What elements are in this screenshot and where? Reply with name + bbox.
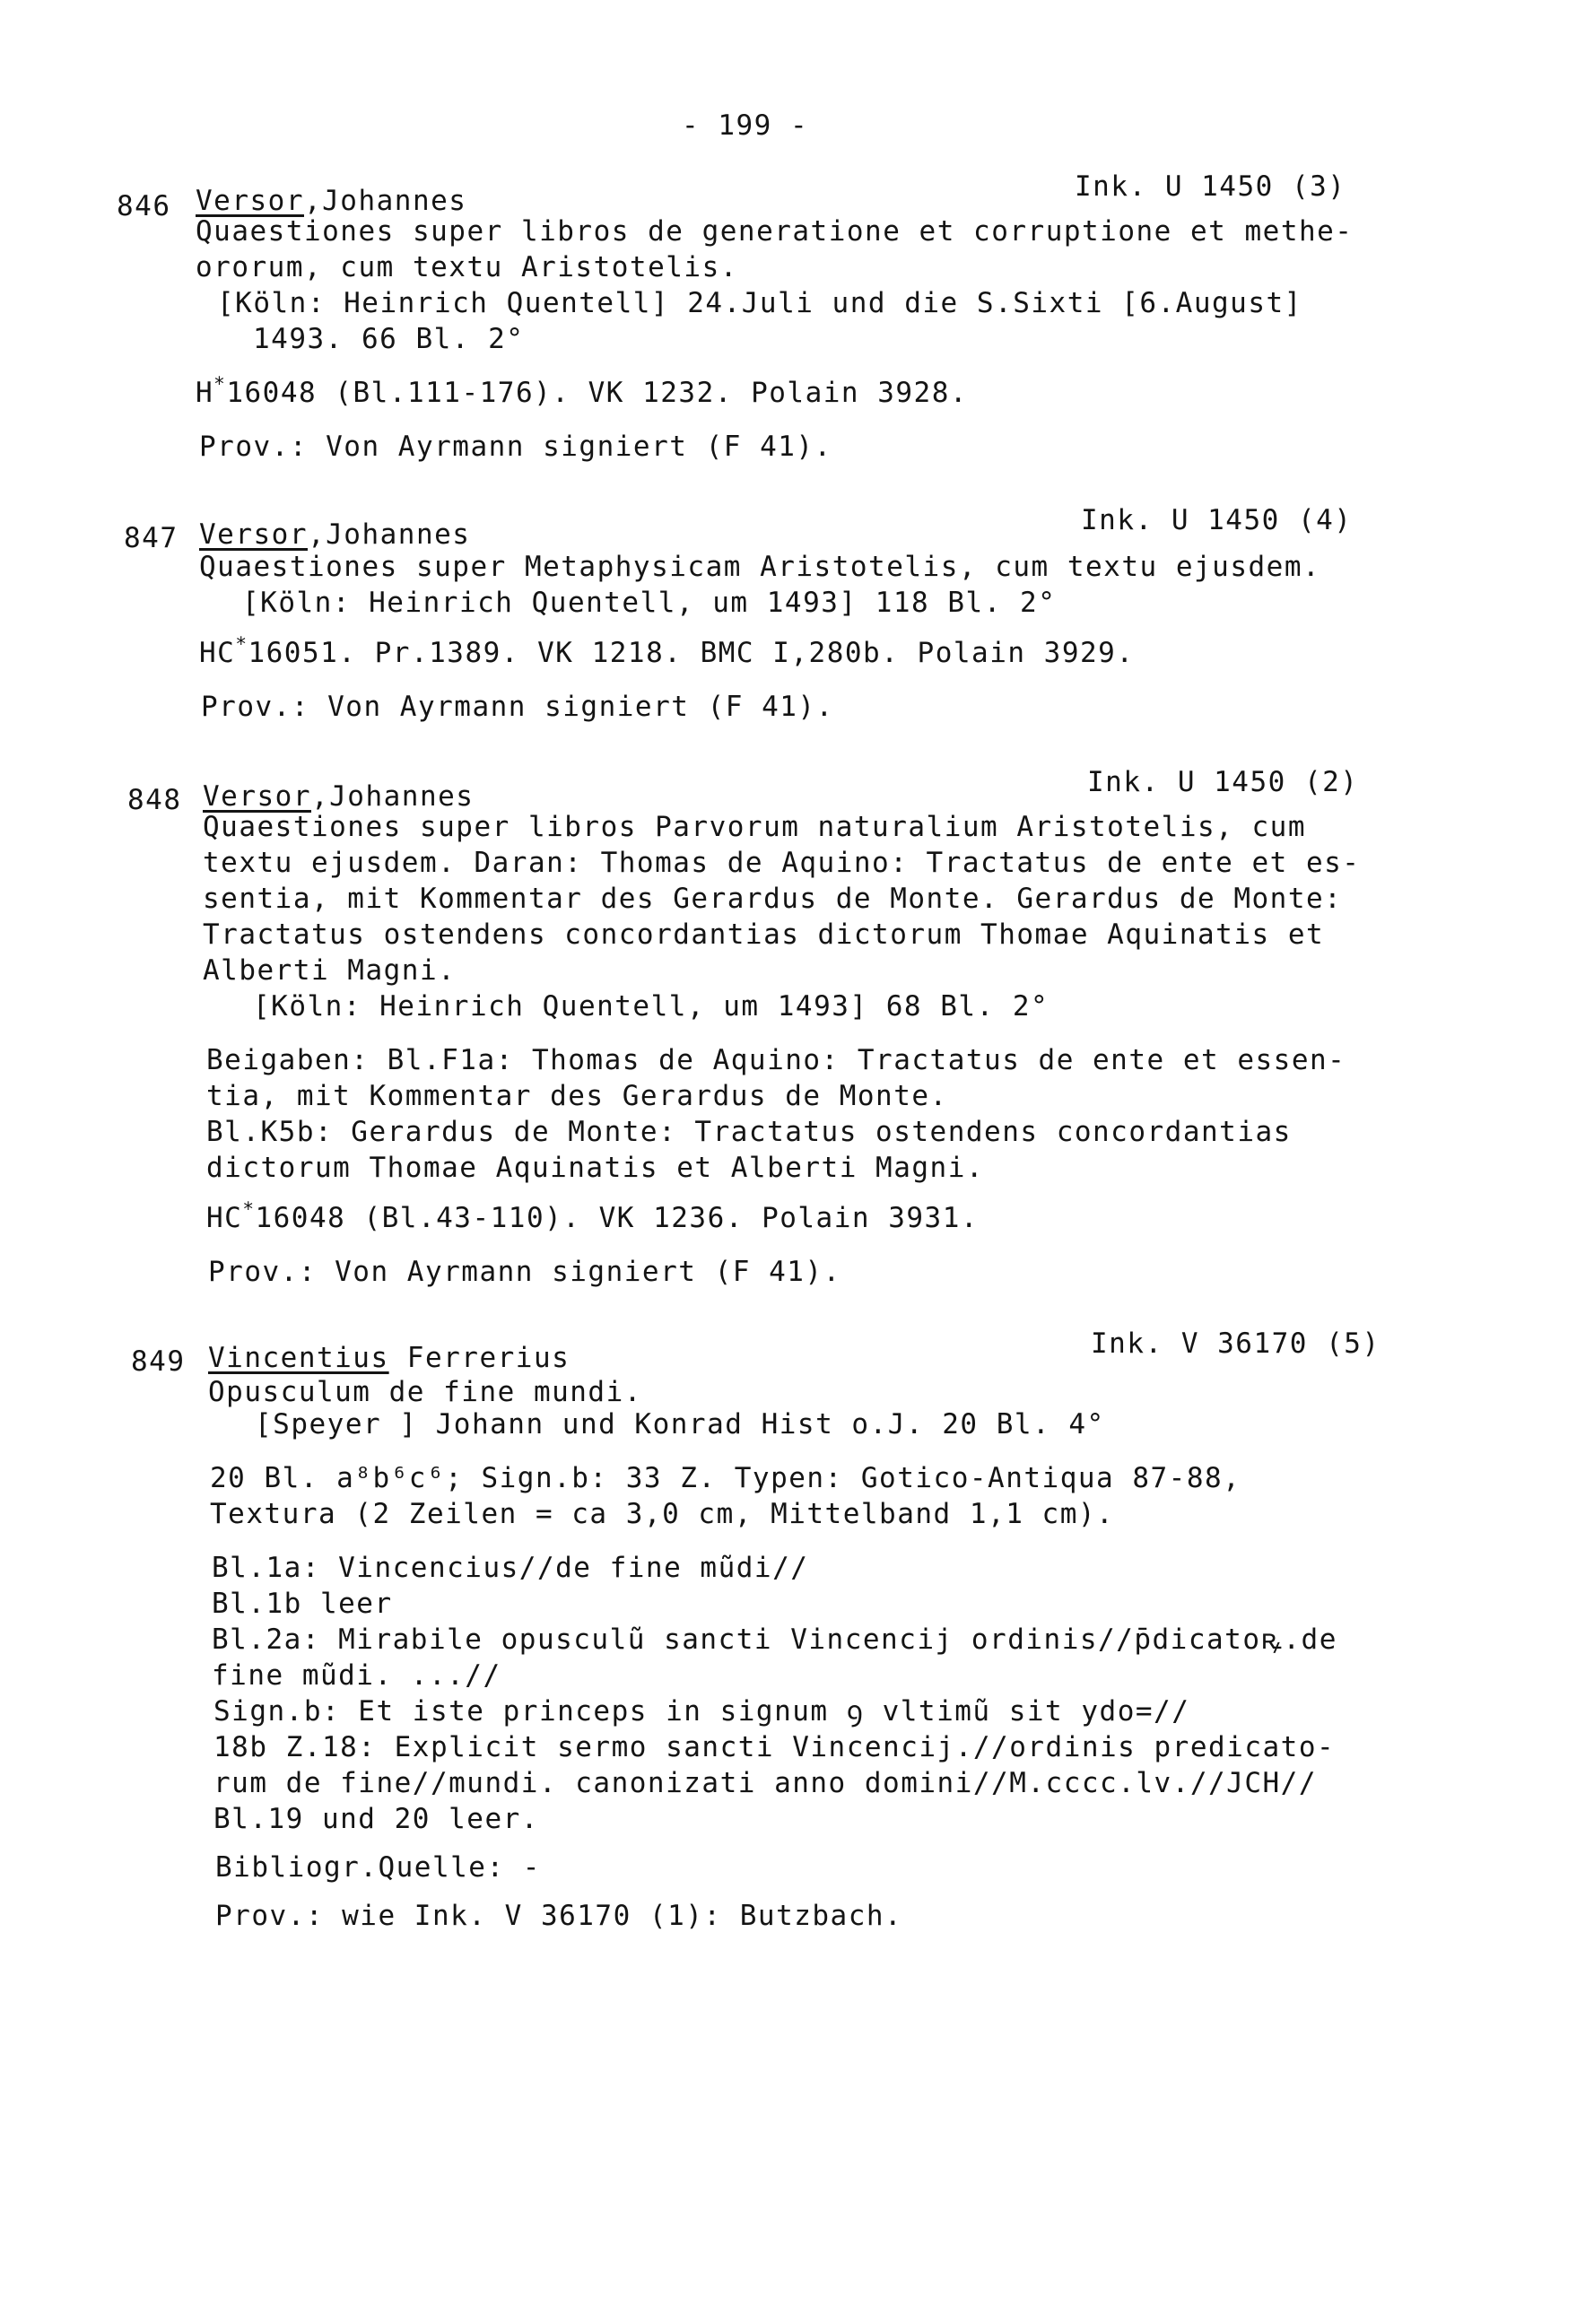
imprint-line: [Köln: Heinrich Quentell, um 1493] 68 Bl. 2° — [253, 990, 1050, 1023]
author-rest: ,Johannes — [307, 518, 471, 551]
page-number: - 199 - — [682, 109, 809, 142]
transcription-line: Bl.1b leer — [212, 1588, 393, 1620]
title-line: ororum, cum textu Aristotelis. — [196, 251, 738, 283]
references: HC*16051. Pr.1389. VK 1218. BMC I,280b. Polain 3929. — [199, 633, 1135, 669]
title-line: Quaestiones super libros Parvorum naturalium Aristotelis, cum — [203, 811, 1306, 843]
transcription-line: 18b Z.18: Explicit sermo sancti Vincencij.//ordinis predicato- — [213, 1731, 1336, 1763]
entry-author — [199, 517, 470, 553]
author-rest: ,Johannes — [310, 780, 475, 813]
bibliographic-source: Bibliogr.Quelle: - — [215, 1851, 541, 1884]
transcription-line: Bl.2a: Mirabile opusculũ sancti Vincencij ordinis//p̄dicatoꝶ.de — [212, 1623, 1337, 1656]
entry-number: 847 — [124, 522, 179, 554]
title-line: Tractatus ostendens concordantias dictorum Thomae Aquinatis et — [203, 918, 1325, 951]
transcription-line: fine mũdi. ...// — [212, 1659, 501, 1692]
title-line: Quaestiones super libros de generatione et corruptione et methe- — [196, 215, 1354, 248]
transcription-line: Bl.1a: Vincencius//de fine mũdi// — [212, 1552, 809, 1584]
title-line: Opusculum de fine mundi. — [208, 1376, 642, 1408]
title-line: sentia, mit Kommentar des Gerardus de Monte. Gerardus de Monte: — [203, 883, 1343, 915]
author-rest: Ferrerius — [388, 1342, 571, 1374]
provenance: Prov.: wie Ink. V 36170 (1): Butzbach. — [215, 1900, 903, 1932]
shelfmark: Ink. U 1450 (3) — [1075, 170, 1346, 203]
author-surname: Vincentius — [208, 1342, 389, 1374]
collation-line: 20 Bl. a⁸b⁶c⁶; Sign.b: 33 Z. Typen: Gotico-Antiqua 87-88, — [210, 1462, 1241, 1494]
entry-number: 846 — [117, 190, 171, 222]
imprint-line: 1493. 66 Bl. 2° — [253, 323, 525, 355]
beigaben-line: dictorum Thomae Aquinatis et Alberti Magni. — [206, 1152, 985, 1184]
transcription-line: Bl.19 und 20 leer. — [213, 1803, 539, 1835]
title-line: Quaestiones super Metaphysicam Aristotelis, cum textu ejusdem. — [199, 551, 1321, 583]
title-line: Alberti Magni. — [203, 954, 457, 987]
imprint-line: [Köln: Heinrich Quentell, um 1493] 118 Bl. 2° — [242, 587, 1057, 619]
shelfmark: Ink. U 1450 (2) — [1087, 766, 1359, 798]
beigaben-line: tia, mit Kommentar des Gerardus de Monte. — [206, 1080, 948, 1112]
author-surname: Versor — [196, 185, 304, 217]
references: HC*16048 (Bl.43-110). VK 1236. Polain 3931. — [206, 1198, 980, 1234]
author-surname: Versor — [203, 780, 311, 813]
collation-line: Textura (2 Zeilen = ca 3,0 cm, Mittelband 1,1 cm). — [210, 1498, 1115, 1530]
title-line: textu ejusdem. Daran: Thomas de Aquino: Tractatus de ente et es- — [203, 847, 1361, 879]
beigaben-line: Beigaben: Bl.F1a: Thomas de Aquino: Tractatus de ente et essen- — [206, 1044, 1346, 1076]
author-surname: Versor — [199, 518, 308, 551]
shelfmark: Ink. U 1450 (4) — [1081, 504, 1353, 536]
provenance: Prov.: Von Ayrmann signiert (F 41). — [201, 691, 834, 723]
imprint-line: [Speyer ] Johann und Konrad Hist o.J. 20 Bl. 4° — [255, 1408, 1105, 1441]
beigaben-line: Bl.K5b: Gerardus de Monte: Tractatus ostendens concordantias — [206, 1116, 1292, 1148]
entry-number: 848 — [127, 784, 182, 816]
provenance: Prov.: Von Ayrmann signiert (F 41). — [208, 1256, 841, 1288]
transcription-line: rum de fine//mundi. canonizati anno domini//M.cccc.lv.//JCH// — [213, 1767, 1317, 1799]
entry-number: 849 — [131, 1345, 186, 1378]
entry-author — [208, 1340, 570, 1376]
provenance: Prov.: Von Ayrmann signiert (F 41). — [199, 431, 832, 463]
transcription-line: Sign.b: Et iste princeps in signum ꝯ vltimũ sit ydo=// — [213, 1695, 1190, 1728]
shelfmark: Ink. V 36170 (5) — [1091, 1327, 1381, 1360]
author-rest: ,Johannes — [303, 185, 467, 217]
references: H*16048 (Bl.111-176). VK 1232. Polain 3928. — [196, 373, 969, 409]
imprint-line: [Köln: Heinrich Quentell] 24.Juli und die S.Sixti [6.August] — [217, 287, 1302, 319]
